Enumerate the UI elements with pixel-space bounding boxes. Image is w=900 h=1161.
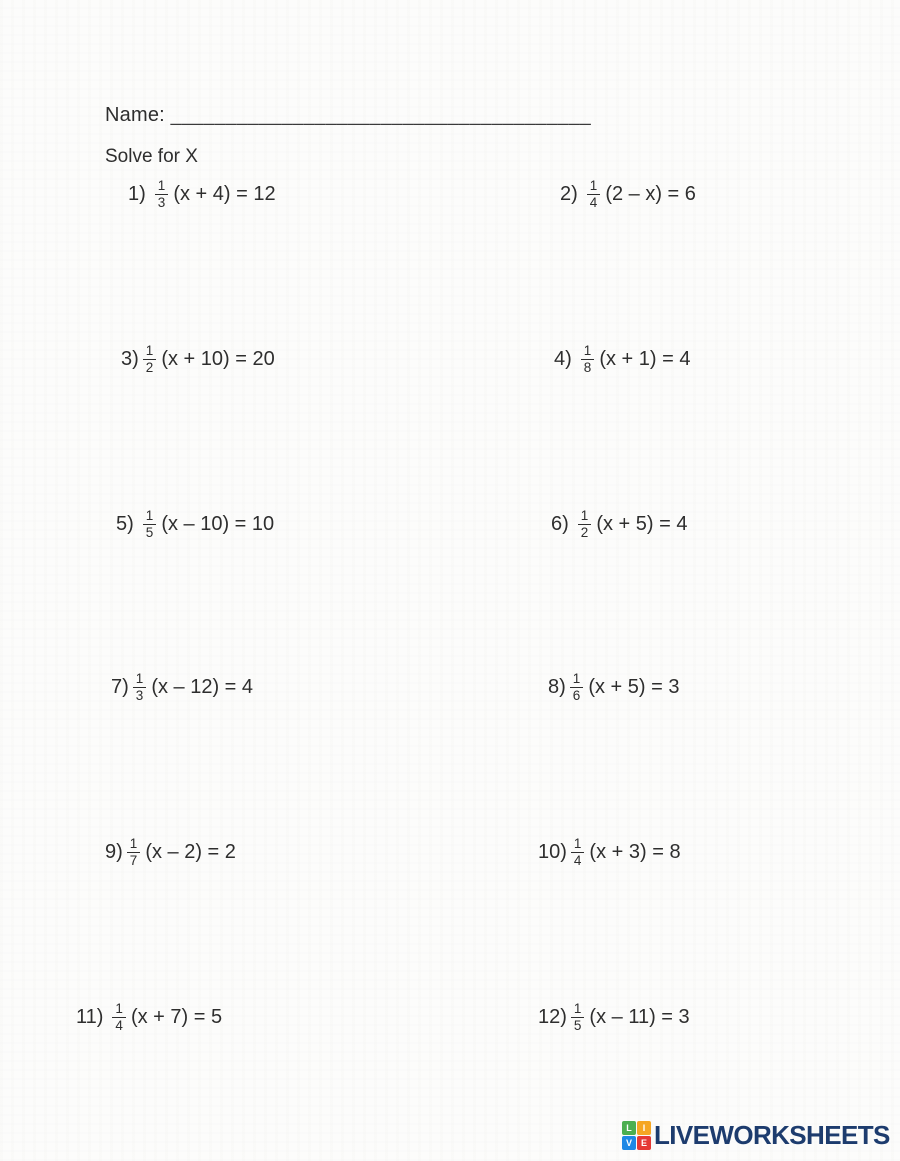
- fraction-numerator: 1: [157, 178, 166, 193]
- fraction-numerator: 1: [129, 836, 138, 851]
- problem-number: 7): [111, 676, 129, 699]
- fraction-denominator: 4: [587, 194, 601, 211]
- icon-letter-v: V: [622, 1136, 636, 1150]
- problem-6: [551, 508, 687, 541]
- fraction-numerator: 1: [573, 836, 582, 851]
- fraction: [112, 1001, 126, 1034]
- equation-text: (x + 5) = 3: [588, 676, 680, 699]
- icon-letter-e: E: [637, 1136, 651, 1150]
- fraction: [570, 671, 584, 704]
- name-row: [105, 104, 591, 127]
- fraction-numerator: 1: [145, 508, 154, 523]
- fraction: [578, 508, 592, 541]
- fraction-numerator: 1: [583, 343, 592, 358]
- name-label: Name:: [105, 104, 171, 126]
- problem-5: [116, 508, 274, 541]
- equation-text: (x – 11) = 3: [589, 1006, 690, 1029]
- problem-10: [538, 836, 681, 869]
- icon-letter-i: I: [637, 1121, 651, 1135]
- problem-3: [121, 343, 275, 376]
- problem-11: [76, 1001, 222, 1034]
- problem-number: 3): [121, 348, 139, 371]
- fraction: [133, 671, 147, 704]
- fraction-denominator: 8: [581, 359, 595, 376]
- fraction: [587, 178, 601, 211]
- fraction: [155, 178, 169, 211]
- problem-number: 10): [538, 841, 567, 864]
- problem-number: 1): [128, 183, 146, 206]
- fraction-denominator: 2: [578, 524, 592, 541]
- equation-text: (x – 10) = 10: [161, 513, 275, 536]
- problem-number: 9): [105, 841, 123, 864]
- problem-4: [554, 343, 690, 376]
- problem-number: 4): [554, 348, 572, 371]
- fraction: [143, 508, 157, 541]
- fraction-numerator: 1: [145, 343, 154, 358]
- icon-letter-l: L: [622, 1121, 636, 1135]
- liveworksheets-logo: [622, 1120, 890, 1151]
- fraction-numerator: 1: [580, 508, 589, 523]
- equation-text: (x – 12) = 4: [151, 676, 254, 699]
- problem-number: 5): [116, 513, 134, 536]
- problem-number: 6): [551, 513, 569, 536]
- problem-9: [105, 836, 236, 869]
- fraction-denominator: 2: [143, 359, 157, 376]
- problem-7: [111, 671, 253, 704]
- problem-number: 12): [538, 1006, 567, 1029]
- fraction: [581, 343, 595, 376]
- equation-text: (x + 1) = 4: [599, 348, 691, 371]
- equation-text: (x + 7) = 5: [130, 1006, 223, 1029]
- equation-text: (x – 2) = 2: [145, 841, 236, 864]
- page-title: Solve for X: [105, 146, 198, 167]
- fraction-numerator: 1: [589, 178, 598, 193]
- problem-number: 11): [76, 1006, 104, 1029]
- equation-text: (x + 5) = 4: [596, 513, 688, 536]
- liveworksheets-icon: [622, 1121, 651, 1150]
- problem-1: [128, 178, 276, 211]
- equation-text: (x + 10) = 20: [161, 348, 275, 371]
- problem-number: 2): [560, 183, 578, 206]
- problem-number: 8): [548, 676, 566, 699]
- fraction-denominator: 5: [143, 524, 157, 541]
- equation-text: (2 – x) = 6: [605, 183, 696, 206]
- fraction-denominator: 4: [571, 852, 585, 869]
- fraction: [571, 836, 585, 869]
- fraction-denominator: 3: [155, 194, 169, 211]
- fraction: [143, 343, 157, 376]
- fraction: [127, 836, 141, 869]
- fraction-denominator: 6: [570, 687, 584, 704]
- problem-12: [538, 1001, 690, 1034]
- fraction-numerator: 1: [115, 1001, 123, 1016]
- fraction-denominator: 7: [127, 852, 141, 869]
- fraction-numerator: 1: [573, 1001, 582, 1016]
- problem-8: [548, 671, 679, 704]
- equation-text: (x + 3) = 8: [589, 841, 681, 864]
- fraction-numerator: 1: [135, 671, 144, 686]
- equation-text: (x + 4) = 12: [173, 183, 276, 206]
- problem-2: [560, 178, 696, 211]
- fraction-denominator: 3: [133, 687, 147, 704]
- brand-name: LIVEWORKSHEETS: [654, 1120, 890, 1150]
- name-blank-line: ______________________________________: [170, 105, 592, 126]
- fraction-numerator: 1: [572, 671, 581, 686]
- fraction-denominator: 5: [571, 1017, 585, 1034]
- fraction-denominator: 4: [112, 1017, 126, 1034]
- fraction: [571, 1001, 585, 1034]
